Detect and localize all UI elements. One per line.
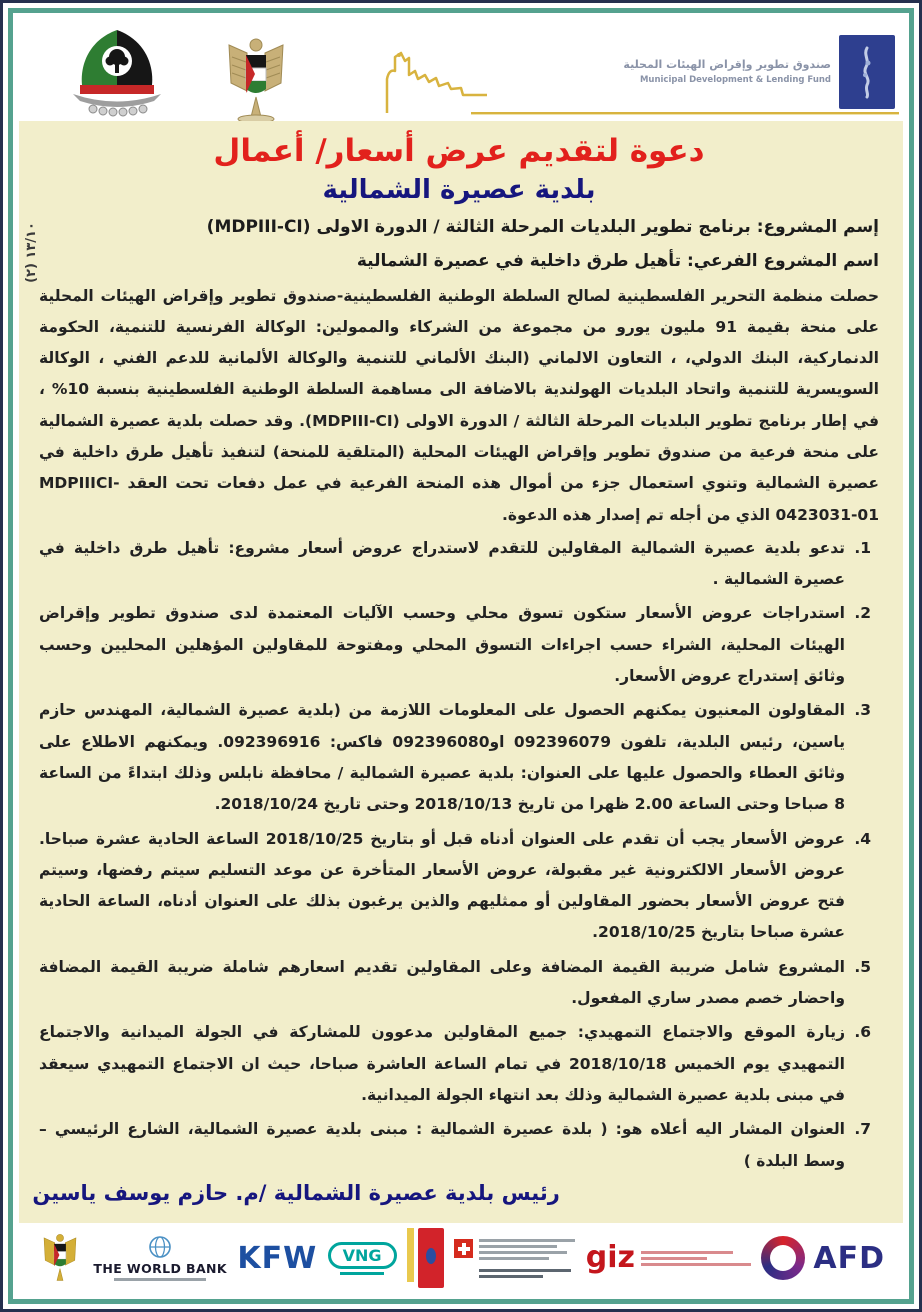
list-item-4: 4. عروض الأسعار يجب أن تقدم على العنوان أدناه قبل أو بتاريخ 2018/10/25 الساعة الحادية عشرة صباحا. عروض الأسعار الالكترونية غير مقبولة، عروض الأسعار المتأخرة عن موعد التسليم سيتم رفضها، وسيتم فتح عروض الأسعار بحضور المقاولين أو ممثليهم والذين يرغبون بذلك على العنوان أدناه، الساعة الحادية عشرة صباحا بتاريخ 2018/10/25. [39, 824, 849, 949]
vng-logo [328, 1242, 397, 1275]
list-item-5: 5. المشروع شامل ضريبة القيمة المضافة وعلى المقاولين تقديم اسعارهم شاملة ضريبة القيمة المضافة واحضار خصم مصدر ساري المفعول. [39, 952, 849, 1015]
list-item-1: 1. تدعو بلدية عصيرة الشمالية المقاولين للتقدم لاستدراج عروض أسعار مشروع: تأهيل طرق داخلية في عصيرة الشمالية . [39, 533, 849, 596]
kfw-logo: KFW [237, 1240, 318, 1276]
denmark-representation-logo [407, 1228, 444, 1288]
municipality-logo-icon [65, 27, 169, 123]
header-gold-rule [471, 112, 899, 115]
world-bank-globe-icon [148, 1235, 172, 1259]
afd-ring-icon [761, 1236, 805, 1280]
project-name-line: إسم المشروع: برنامج تطوير البلديات المرحلة الثالثة / الدورة الاولى (MDPIII-CI) [206, 217, 879, 237]
tender-conditions-list [39, 533, 879, 1177]
afd-label: AFD [813, 1240, 885, 1276]
swiss-logo-text-lines [479, 1239, 575, 1278]
mdlf-name-english: Municipal Development & Lending Fund [639, 74, 831, 85]
world-bank-label: THE WORLD BANK [93, 1261, 227, 1276]
mdlf-name-arabic: صندوق تطوير وإقراض الهيئات المحلية [623, 58, 831, 72]
world-bank-logo [93, 1235, 227, 1281]
denmark-red-banner-icon [418, 1228, 444, 1288]
mdlf-logo-text [623, 57, 831, 86]
list-item-7: 7. العنوان المشار اليه أعلاه هو: ( بلدة عصيرة الشمالية : مبنى بلدية عصيرة الشمالية، الشارع الرئيسي – وسط البلدة ) [39, 1114, 849, 1177]
swiss-cooperation-logo [454, 1239, 575, 1278]
afd-logo [761, 1236, 885, 1280]
mayor-signature-line: رئيس بلدية عصيرة الشمالية /م. حازم يوسف ياسين [32, 1180, 560, 1205]
palestine-emblem-footer-icon [37, 1228, 83, 1288]
mdlf-logo [623, 35, 895, 109]
page-frame [8, 8, 914, 1304]
subproject-name-line: اسم المشروع الفرعي: تأهيل طرق داخلية في عصيرة الشمالية [356, 250, 879, 271]
municipality-name-subtitle: بلدية عصيرة الشمالية [322, 175, 596, 205]
mdlf-map-icon [839, 35, 895, 109]
palestine-eagle-emblem-icon [217, 33, 295, 129]
gold-skyline-drawing-icon [379, 31, 489, 121]
giz-logo-text-lines [641, 1251, 751, 1266]
world-bank-subline [114, 1278, 206, 1281]
list-item-3: 3. المقاولون المعنيون يمكنهم الحصول على المعلومات اللازمة من (بلدية عصيرة الشمالية، المهندس حازم ياسين، رئيس البلدية، تلفون 092396079 او092396080 فاكس: 092396916. ويمكنهم الاطلاع على وثائق العطاء والحصول عليها على العنوان: بلدية عصيرة الشمالية / محافظة نابلس وذلك ابتداءً من الساعة 8 صباحا وحتى الساعة 2.00 ظهرا من تاريخ 2018/10/13 وحتى تاريخ 2018/10/24. [39, 695, 849, 820]
document-body [19, 121, 903, 1223]
giz-label: giz [585, 1240, 635, 1275]
donor-logos-footer [19, 1223, 903, 1295]
denmark-gold-stripe [407, 1228, 414, 1282]
page-title: دعوة لتقديم عرض أسعار/ أعمال [213, 133, 705, 169]
header [19, 17, 903, 121]
swiss-cross-icon [454, 1239, 473, 1258]
margin-reference-note [19, 157, 43, 347]
margin-reference-text: ١٣/١٠ (٢) [23, 221, 39, 283]
vng-subline [340, 1272, 384, 1275]
giz-logo [585, 1240, 751, 1275]
list-item-2: 2. استدراجات عروض الأسعار ستكون تسوق محلي وحسب الآليات المعتمدة لدى صندوق تطوير وإقراض الهيئات المحلية، الشراء حسب اجراءات التسوق المحلي ومفتوحة للمقاولين المؤهلين المحليين وحسب وثائق إستدراج عروض الأسعار. [39, 598, 849, 692]
list-item-6: 6. زيارة الموقع والاجتماع التمهيدي: جميع المقاولين مدعوون للمشاركة في الجولة الميدانية والاجتماع التمهيدي يوم الخميس 2018/10/18 في تمام الساعة العاشرة صباحا، حيث ان الاجتماع التمهيدي سيعقد في مبنى بلدية عصيرة الشمالية وذلك بعد انتهاء الجولة الميدانية. [39, 1017, 849, 1111]
grant-intro-paragraph: حصلت منظمة التحرير الفلسطينية لصالح السلطة الوطنية الفلسطينية-صندوق تطوير وإقراض الهيئات المحلية على منحة بقيمة 91 مليون يورو من مجموعة من الشركاء والممولين: الوكالة الفرنسية للتنمية، الحكومة الدنماركية، البنك الدولي، ، التعاون الالماني (البنك الألماني للتنمية والوكالة الألمانية للدعم الفني ، الوكالة السويسرية للتنمية واتحاد البلديات الهولندية بالاضافة الى مساهمة السلطة الوطنية الفلسطينية بنسبة 10% ، في إطار برنامج تطوير البلديات المرحلة الثالثة / الدورة الاولى (MDPIII-CI). وقد حصلت بلدية عصيرة الشمالية على منحة فرعية من صندوق تطوير وإقراض الهيئات المحلية (المتلقية للمنحة) لتنفيذ تأهيل طرق داخلية في عصيرة الشمالية وتنوي استعمال جزء من أموال هذه المنحة الفرعية في عمل دفعات تحت العقد MDPIIICI-0423031-01 الذي من أجله تم إصدار هذه الدعوة. [39, 286, 880, 524]
vng-label: VNG [328, 1242, 397, 1269]
